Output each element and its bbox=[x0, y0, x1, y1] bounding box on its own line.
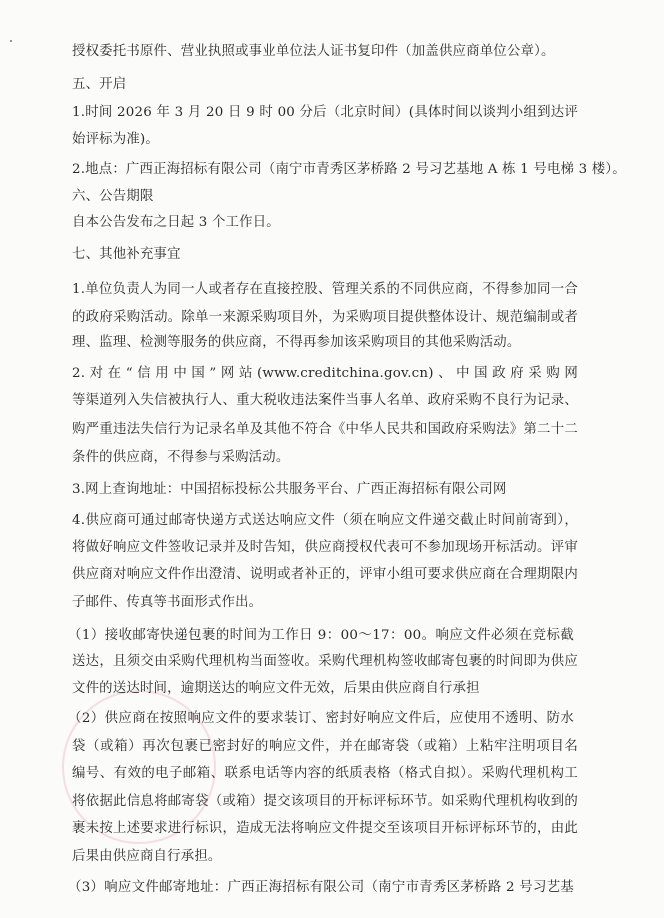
text-line: 2.对在“信用中国”网站(www.creditchina.gov.cn)、中国政府采购网 bbox=[72, 366, 578, 381]
scan-speck bbox=[10, 40, 12, 42]
text-line: 将依据此信息将邮寄袋（或箱）提交该项目的开标评标环节。如采购代理机构收到的 bbox=[72, 794, 578, 809]
section-heading-opening: 五、开启 bbox=[72, 77, 127, 92]
text-line: 条件的供应商，不得参与采购活动。 bbox=[72, 450, 290, 465]
text-line: 编号、有效的电子邮箱、联系电话等内容的纸质表格（格式自拟）。采购代理机构工 bbox=[72, 766, 578, 781]
text-line: 1.时间 2026 年 3 月 20 日 9 时 00 分后（北京时间）(具体时间以谈判小组到达评 bbox=[72, 105, 578, 120]
text-line: 将做好响应文件签收记录并及时告知，供应商授权代表可不参加现场开标活动。评审 bbox=[72, 540, 578, 555]
text-line: 子邮件、传真等书面形式作出。 bbox=[72, 595, 263, 610]
text-line: 3.网上查询地址：中国招标投标公共服务平台、广西正海招标有限公司网 bbox=[72, 482, 507, 497]
text-line: （2）供应商在按照响应文件的要求装订、密封好响应文件后，应使用不透明、防水 bbox=[68, 711, 574, 726]
text-line: 购严重违法失信行为记录名单及其他不符合《中华人民共和国政府采购法》第二十二 bbox=[72, 422, 578, 437]
text-line: （1）接收邮寄快递包裹的时间为工作日 9：00～17：00。响应文件必须在竞标截 bbox=[68, 628, 574, 643]
text-line: 等渠道列入失信被执行人、重大税收违法案件当事人名单、政府采购不良行为记录、 bbox=[72, 393, 578, 408]
section-heading-notice-period: 六、公告期限 bbox=[72, 189, 154, 204]
text-line: 袋（或箱）再次包裹已密封好的响应文件，并在邮寄袋（或箱）上粘牢注明项目名 bbox=[72, 739, 578, 754]
text-line: 供应商对响应文件作出澄清、说明或者补正的，评审小组可要求供应商在合理期限内 bbox=[72, 567, 578, 582]
text-line: （3）响应文件邮寄地址：广西正海招标有限公司（南宁市青秀区茅桥路 2 号习艺基 bbox=[68, 880, 574, 895]
text-line: 送达，且须交由采购代理机构当面签收。采购代理机构签收邮寄包裹的时间即为供应 bbox=[72, 654, 578, 669]
text-line: 授权委托书原件、营业执照或事业单位法人证书复印件（加盖供应商单位公章）。 bbox=[72, 44, 555, 59]
text-line: 始评标为准)。 bbox=[72, 132, 159, 147]
text-line: 4.供应商可通过邮寄快递方式送达响应文件（须在响应文件递交截止时间前寄到）， bbox=[72, 513, 578, 528]
text-line: 文件的送达时间，逾期送达的响应文件无效，后果由供应商自行承担 bbox=[72, 681, 480, 696]
text-line: 后果由供应商自行承担。 bbox=[72, 849, 222, 864]
text-line: 理、监理、检测等服务的供应商，不得再参加该采购项目的其他采购活动。 bbox=[72, 335, 521, 350]
text-line: 2.地点：广西正海招标有限公司（南宁市青秀区茅桥路 2 号习艺基地 A 栋 1 号电梯 3 楼）。 bbox=[72, 162, 626, 177]
text-line: 自本公告发布之日起 3 个工作日。 bbox=[72, 215, 280, 230]
text-line: 1.单位负责人为同一人或者存在直接控股、管理关系的不同供应商，不得参加同一合 bbox=[72, 282, 578, 297]
text-line: 裹未按上述要求进行标识，造成无法将响应文件提交至该项目开标评标环节的，由此 bbox=[72, 821, 578, 836]
text-line: 的政府采购活动。除单一来源采购项目外，为采购项目提供整体设计、规范编制或者 bbox=[72, 310, 578, 325]
section-heading-other-matters: 七、其他补充事宜 bbox=[72, 247, 181, 262]
